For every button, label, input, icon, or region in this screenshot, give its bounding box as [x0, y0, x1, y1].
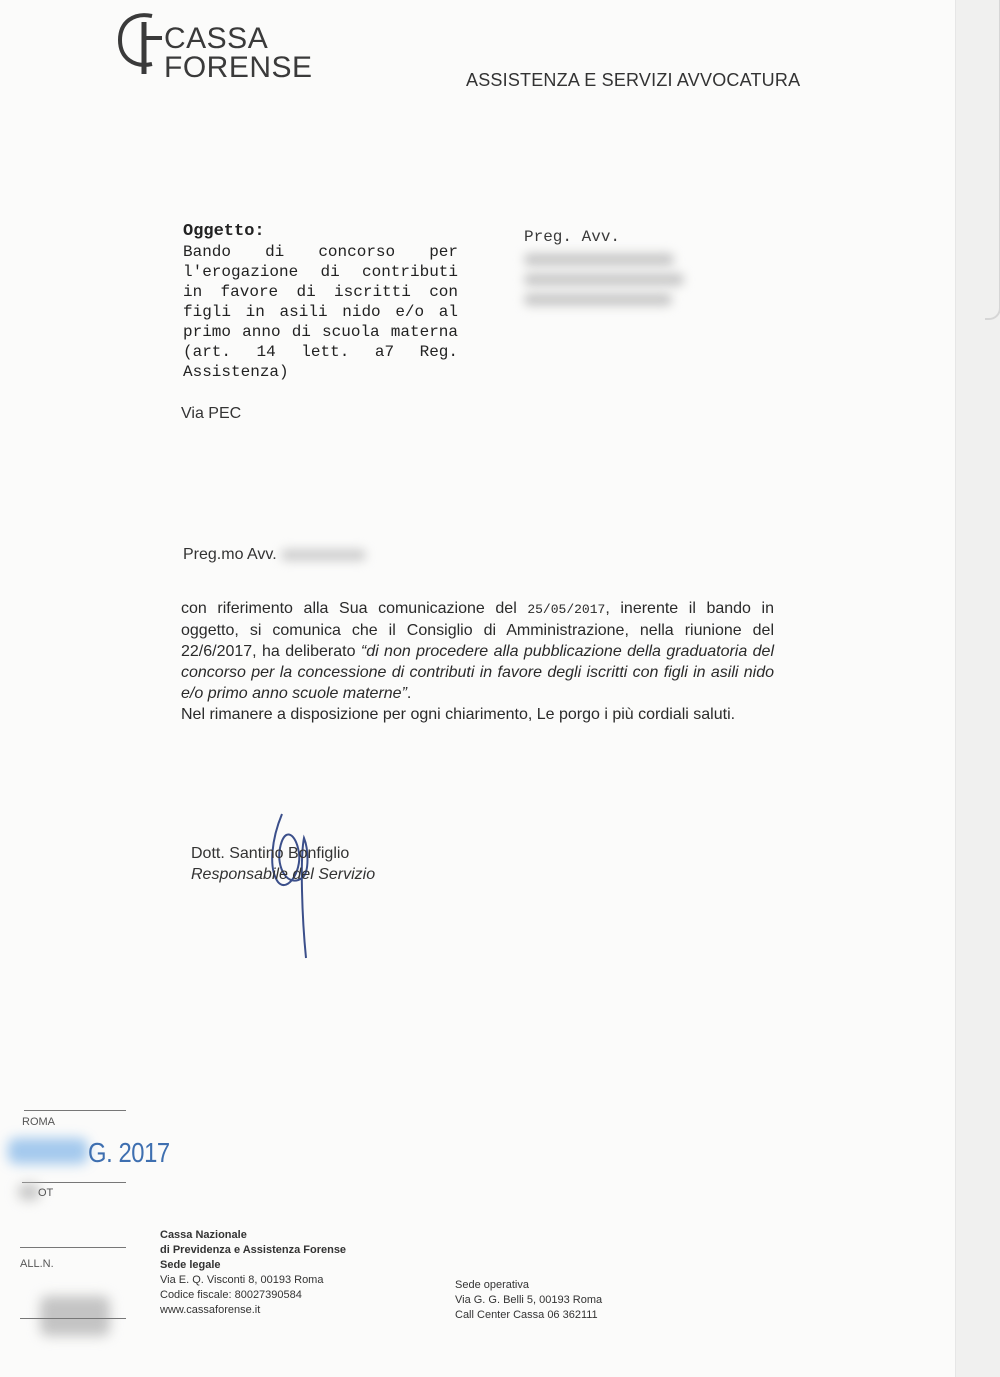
footer-legal: [160, 1228, 346, 1318]
resolution-quote: “di non procedere alla pubblicazione della graduatoria del concorso per la concessione di contributi in favore degli iscritti con figli in asili nido e/o primo anno scuole materne”: [181, 643, 775, 702]
greeting-text: Preg.mo Avv.: [183, 546, 277, 563]
subject-heading: Oggetto:: [183, 222, 265, 241]
footer-line: Codice fiscale: 80027390584: [160, 1289, 302, 1301]
stamp-divider: [20, 1247, 126, 1248]
footer-line: di Previdenza e Assistenza Forense: [160, 1244, 347, 1256]
stamp-redacted: [18, 1184, 40, 1200]
body-text: , inerente il bando in oggetto, si comunica che il Consiglio di Amministrazione, nella riunione del 22/6/2017, ha deliberato: [181, 600, 774, 660]
stamp-date: G. 2017: [88, 1137, 170, 1168]
letter-body: [181, 598, 774, 725]
department-heading: ASSISTENZA E SERVIZI AVVOCATURA: [466, 70, 801, 90]
recipient-label: Preg. Avv.: [524, 228, 621, 246]
screen-edge: [955, 0, 1000, 1377]
recipient-block: [524, 228, 694, 306]
footer-line: Sede operativa: [455, 1279, 529, 1291]
footer-line: Sede legale: [160, 1259, 221, 1271]
stamp-divider: [22, 1182, 126, 1183]
redacted-line: [524, 273, 684, 286]
stamp-divider: [24, 1110, 126, 1111]
logo-line-cassa: CASSA: [164, 22, 269, 55]
redacted-name: [281, 549, 366, 561]
redacted-line: [524, 253, 674, 266]
screen-corner: [985, 0, 1000, 320]
stamp-prot: OT: [38, 1187, 54, 1199]
footer-phone: Call Center Cassa 06 362111: [455, 1309, 598, 1321]
footer-line: Via E. Q. Visconti 8, 00193 Roma: [160, 1274, 324, 1286]
subject-block: [183, 222, 458, 382]
subject-text: Bando di concorso per l'erogazione di contributi in favore di iscritti con figli in asili nido e/o al primo anno di scuola materna (art. 14 lett. a7 Reg. Assistenza): [183, 243, 458, 381]
footer-line: Via G. G. Belli 5, 00193 Roma: [455, 1294, 603, 1306]
body-paragraph-1: [181, 598, 774, 704]
body-text: con riferimento alla Sua comunicazione del: [181, 600, 528, 617]
cassa-forense-logo: [116, 8, 313, 88]
body-text: .: [406, 685, 412, 702]
stamp-divider: [20, 1318, 126, 1319]
signatory-role: Responsabile del Servizio: [191, 866, 376, 883]
signatory-name: Dott. Santino Bonfiglio: [191, 845, 350, 862]
redacted-line: [524, 293, 672, 306]
delivery-method: Via PEC: [181, 405, 242, 422]
stamp-attachments: ALL.N.: [20, 1258, 54, 1270]
logo-line-forense: FORENSE: [164, 51, 313, 84]
communication-date: 25/05/2017: [527, 602, 606, 617]
stamp-redacted: [40, 1296, 110, 1336]
footer-operations: [455, 1278, 602, 1323]
footer-website: www.cassaforense.it: [160, 1304, 261, 1316]
footer-line: Cassa Nazionale: [160, 1229, 247, 1241]
stamp-city: ROMA: [22, 1116, 55, 1128]
stamp-redacted: [8, 1138, 88, 1164]
body-paragraph-2: Nel rimanere a disposizione per ogni chiarimento, Le porgo i più cordiali saluti.: [181, 706, 736, 723]
logo-wordmark: [164, 24, 313, 82]
greeting: [183, 546, 366, 564]
handwritten-signature: [258, 808, 338, 963]
